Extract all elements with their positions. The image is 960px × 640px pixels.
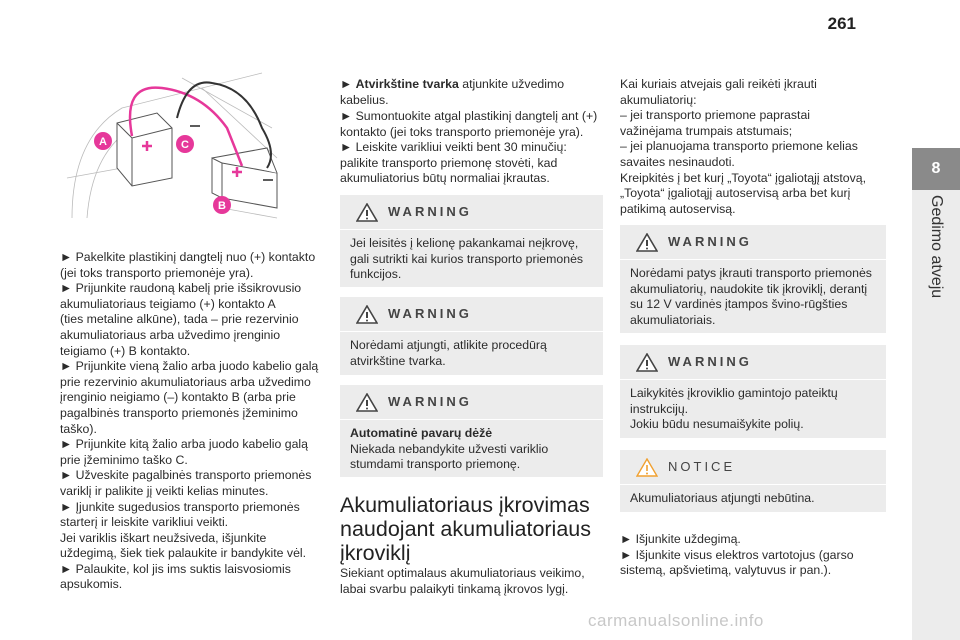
label-b: B: [218, 200, 226, 212]
col3-steps: ► Išjunkite uždegimą. ► Išjunkite visus elektros vartotojus (garso sistemą, apšvietimą, valytuvus ir pan.).: [620, 532, 854, 578]
notice-icon: [636, 458, 658, 477]
notice-box: [620, 450, 886, 512]
warning-text: Niekada nebandykite užvesti variklio stumdami transporto priemonę.: [350, 441, 549, 472]
col3-intro: Kai kuriais atvejais gali reikėti įkrauti akumuliatorių: – jei transporto priemone paprastai važinėjama trumpais atstumais; – jei planuojama transporto priemone kelias savaites nesinaudoti. Kreipkitės į bet kurį „Toyota“ įgaliotąjį atstovą, „Toyota“ įgaliotąjį autoservisą arba bet kurį patikimą autoservisą.: [620, 77, 867, 216]
warning-icon: [636, 233, 658, 252]
section-heading: Akumuliatoriaus įkrovimas naudojant akumuliatoriaus įkroviklį: [340, 493, 591, 565]
battery-a: [117, 113, 172, 186]
label-c: C: [181, 139, 189, 151]
warning-box-3: [340, 385, 603, 477]
warning-title: WARNING: [388, 306, 472, 322]
col1-instructions: ► Pakelkite plastikinį dangtelį nuo (+) kontakto (jei toks transporto priemonėje yra). ► Prijunkite raudoną kabelį prie išsikrovusio akumuliatoriaus teigiamo (+) kontakto A (ties metaline alkūne), tada – prie rezervinio akumuliatoriaus arba užvedimo įrenginio teigiamo (+) B kontakto. ► Prijunkite vieną žalio arba juodo kabelio galą prie rezervinio akumuliatoriaus arba užvedimo įrenginio neigiamo (–) kontakto B (arba prie pagalbinės transporto priemonės įžeminimo taško). ► Prijunkite kitą žalio arba juodo kabelio galą prie įžeminimo taško C. ► Užveskite pagalbinės transporto priemonės variklį ir palikite jį veikti kelias minutes. ► Įjunkite sugedusios transporto priemonės starterį ir leiskite varikliui veikti. Jei variklis iškart neužsiveda, išjunkite uždegimą, šiek tiek palaukite ir bandykite vėl. ► Palaukite, kol jis ims suktis laisvosiomis apsukomis.: [60, 250, 319, 592]
warning-title: WARNING: [388, 204, 472, 220]
battery-jump-illustration: [62, 68, 280, 228]
warning-icon: [356, 305, 378, 324]
warning-title: WARNING: [668, 354, 752, 370]
warning-box-5: [620, 345, 886, 438]
chapter-title-text: Gedimo atveju: [928, 195, 945, 299]
chapter-title: [916, 195, 956, 315]
warning-subtitle: Automatinė pavarų dėžė: [350, 426, 493, 440]
col2-intro: ► Atvirkštine tvarka atjunkite užvedimo kabelius.: [340, 77, 565, 107]
warning-box-4: [620, 225, 886, 333]
warning-text: Jei leisitės į kelionę pakankamai neįkrovę, gali sutrikti kai kurios transporto priemonės funkcijos.: [340, 229, 603, 283]
watermark: carmanualsonline.info: [588, 611, 764, 630]
notice-text: Akumuliatoriaus atjungti nebūtina.: [620, 484, 886, 507]
warning-title: WARNING: [668, 234, 752, 250]
warning-icon: [636, 353, 658, 372]
warning-title: WARNING: [388, 394, 472, 410]
warning-icon: [356, 203, 378, 222]
label-a: A: [99, 136, 107, 148]
warning-text: Laikykitės įkroviklio gamintojo pateiktų instrukcijų. Jokiu būdu nesumaišykite polių.: [620, 379, 886, 433]
notice-title: NOTICE: [668, 459, 736, 475]
warning-icon: [356, 393, 378, 412]
page-number: 261: [827, 14, 856, 33]
warning-text: Norėdami atjungti, atlikite procedūrą atvirkštine tvarka.: [340, 331, 603, 369]
section-intro: Siekiant optimalaus akumuliatoriaus veikimo, labai svarbu palaikyti tinkamą įkrovos lygį.: [340, 566, 585, 596]
warning-box-2: [340, 297, 603, 375]
col2-instructions: ► Sumontuokite atgal plastikinį dangtelį ant (+) kontakto (jei toks transporto priemonėje yra). ► Leiskite varikliui veikti bent 30 minučių: palikite transporto priemonę stovėti, kad akumuliatorius būtų normaliai įkrautas.: [340, 109, 598, 186]
chapter-tab: 8: [912, 148, 960, 190]
warning-text: Norėdami patys įkrauti transporto priemonės akumuliatorių, naudokite tik įkroviklį, derantį su 12 V vardinės įtampos švino-rūgšties akumuliatoriais.: [620, 259, 886, 328]
warning-box-1: [340, 195, 603, 287]
